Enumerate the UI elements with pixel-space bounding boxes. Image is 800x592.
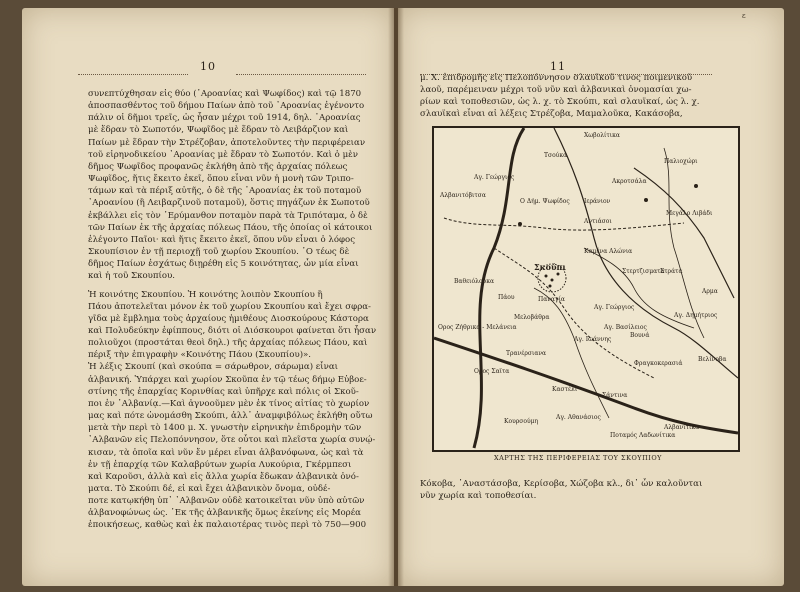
map-label: Παλιοχώρι	[664, 158, 698, 165]
text-line: ποτε κατῳκήθη ὑπ᾽ ᾽Αλβανῶν οὐδὲ κατοικεῖται νῦν ὑπὸ αὐτῶν	[88, 496, 365, 507]
text-line: Ψωφῖδος, ἥτις ἔκειτο ἐκεῖ, ὅπου εἶναι νῦν ἡ μονὴ τῶν Τριπο-	[88, 174, 354, 185]
map-label: Αντιάσοι	[584, 218, 612, 225]
map-label: Μελοβάθρα	[514, 314, 550, 321]
map-label: Αλβανίτικα	[664, 424, 700, 431]
map-label: Μεγάλο Λιβάδι	[666, 210, 713, 217]
text-line: δῆμος Παίων ἐσχάτως διῃρέθη εἰς 5 κοινότητας, ὧν μία εἶναι	[88, 259, 359, 270]
text-line: ἀλβανοφώνως ὡς. ᾽Εκ τῆς ἀλβανικῆς ὅμως ἐκείνης εἰς Μορέα	[88, 508, 361, 519]
map-label: Χωβολίτικα	[584, 132, 620, 139]
text-line: τοῦ εἰρηνοδικείου ᾽Αροανίας μὲ ἕδραν τὸ Σωποτόν. Καὶ ὁ μὲν	[88, 149, 359, 160]
text-line: μας καὶ πότε ὠνομάσθη Σκούπι, ἀλλ᾽ ἀναμφιβόλως ἐκλήθη οὕτω	[88, 411, 373, 422]
map-caption: ΧΑΡΤΗΣ ΤΗΣ ΠΕΡΙΦΕΡΕΙΑΣ ΤΟΥ ΣΚΟΥΠΙΟΥ	[494, 454, 662, 462]
map-label: Καστέλι	[552, 386, 578, 393]
text-line: συνεπτύχθησαν εἰς θύο (᾽Αροανίας καὶ Ψωφίδος) καὶ τῷ 1870	[88, 89, 362, 99]
text-line: Κόκοβα, ᾽Αναστάσοβα, Κερίσοβα, Χώζοβα κλ., δι᾽ ὧν καλοῦνται	[420, 479, 703, 489]
map-label: Ακροτσάλα	[612, 178, 647, 185]
text-line: τῶν Παίων ἐκ τῆς ἀρχαίας πόλεως Πάου, τῆς ὁποίας οἱ κάτοικοι	[88, 222, 373, 233]
map-label: Βαθειόλουκα	[454, 278, 495, 285]
text-line: Σκουπίσιον ἐν τῇ περιοχῇ τοῦ χωρίου Σκουπίου. ᾽Ο τέως δὲ	[88, 247, 350, 258]
text-line: πέριξ τὴν ἐπιγραφὴν «Κοινότης Πάου (Σκουπίου)».	[88, 350, 312, 361]
text-line: ἀλβανική. Ὑπάρχει καὶ χωρίον Σκοῦπα ἐν τῷ τέως δήμῳ Εὐβοε-	[88, 374, 367, 385]
map-label: Αγ. Ιωάννης	[574, 336, 612, 343]
map-label: Αγ. Δημήτριος	[674, 312, 718, 319]
map-figure	[432, 126, 740, 452]
text-line: ἀποσπασθέντος τοῦ δήμου Παίων ἀπὸ τοῦ ᾽Αροανίας ἐγένοντο	[88, 101, 365, 112]
map-label: Σκούπι	[534, 262, 567, 272]
text-line: μ. Χ. ἐπιδρομῆς εἰς Πελοπόννησον σλαυϊκοῦ τινος ποιμενικοῦ	[420, 73, 693, 83]
map-label: Τσούκα	[544, 152, 568, 159]
page-corner-mark: ε	[742, 12, 746, 20]
map-label: Αγ. Αθανάσιος	[556, 414, 601, 421]
map-label: Στερτζισματα	[622, 268, 665, 275]
text-line: λαοῦ, παρέμειναν μέχρι τοῦ νῦν καὶ ἀλβανικαὶ ὀνομασίαι χω-	[420, 85, 692, 96]
map-label: Παναγία	[538, 296, 565, 303]
map-label: Ιεράνιον	[584, 198, 611, 205]
map-label: Αγ. Γεώργιος	[594, 304, 635, 311]
map-label: Κουρσούμη	[504, 418, 539, 425]
map-label: Ποταμός Λαδωνίτικα	[610, 432, 676, 439]
map-label: Ορος Ζήθρικα - Μελάνεια	[438, 324, 517, 331]
text-line: πάλιν οἱ δῆμοι τρεῖς, ὡς ἦσαν μέχρι τοῦ 1914, δηλ. ᾽Αροανίας	[88, 113, 361, 124]
text-line: ᾽Αροανίου (ἢ Λειβαρζινοῦ ποταμοῦ), ὅστις πηγάζων ἐκ Σωποτοῦ	[88, 198, 370, 209]
map-label: Καμένα Αλώνια	[584, 248, 633, 255]
right-page-body-bottom	[420, 478, 736, 502]
text-line: σλαυϊκαὶ εἶναι αἱ λέξεις Στρέζοβα, Μαμαλοῦκα, Κακάσοβα,	[420, 109, 683, 120]
text-line: ἐν τῇ ἐπαρχίᾳ τῶν Καλαβρύτων χωρία Λυκούρια, Γκέρμπεσι	[88, 459, 352, 470]
text-line: ρίων καὶ τοποθεσιῶν, ὡς λ. χ. τὸ Σκούπι, καὶ σλαυϊκαί, ὡς λ. χ.	[420, 97, 700, 108]
text-line: Ἡ λέξις Σκουπί (καὶ σκούπα = σάρωθρον, σάρωμα) εἶναι	[88, 362, 339, 373]
map-label: Αλβανιτόβιτσα	[440, 192, 486, 199]
text-line: ματα. Τὸ Σκούπι δέ, εἰ καὶ ἔχει ἀλβανικὸν ὄνομα, οὐδέ-	[88, 484, 331, 494]
left-page-number: 10	[200, 60, 216, 73]
text-line: στίνης τῆς ἐπαρχίας Κορινθίας καὶ ὑπῆρχε καὶ πόλις οἱ Σκοῦ-	[88, 386, 359, 397]
text-line: καὶ Πολυδεύκην ἐφίππους, διότι οἱ Διόσκουροι φαίνεται ὅτι ἦσαν	[88, 325, 377, 336]
right-page	[398, 8, 784, 586]
text-line: ἐποικήσεως, καθὼς καὶ ἐκ παλαιοτέρας τινὸς περὶ τὸ 750—900	[88, 520, 367, 531]
left-page-body	[88, 88, 378, 532]
map-label: Βουνά	[630, 332, 650, 339]
map-label: Ορος Σαϊτα	[474, 368, 510, 375]
right-page-body-top	[420, 72, 736, 121]
map-label: Στράτα	[660, 268, 683, 275]
text-line: Παίων μὲ ἕδραν τὴν Στρέζοβαν, ἀποτελοῦντες τὴν περιφέρειαν	[88, 137, 366, 148]
map-label: Φραγκοκερασιά	[634, 360, 683, 367]
text-line: νῦν χωρία καὶ τοποθεσίαι.	[420, 491, 537, 502]
text-line: καὶ Καροῦσι, ἀλλὰ καὶ εἰς ἄλλα χωρία ἔδωκαν ἀλβανικὰ ὀνό-	[88, 471, 359, 482]
text-line: ᾽Αλβανῶν εἰς Πελοπόννησον, ὅτε οὗτοι καὶ πλεῖστα χωρία συνῴ-	[88, 435, 376, 446]
text-line: καὶ ἡ τοῦ Σκουπίου.	[88, 271, 176, 282]
map-label: Ο Δήμ. Ψωφίδος	[520, 198, 570, 205]
map-label: Βελίνοβα	[698, 356, 727, 363]
text-line: μὲ ἕδραν τὸ Σωποτόν, Ψωφῖδος μὲ ἕδραν τὸ Λειβάρζιον καὶ	[88, 125, 349, 136]
map-label: Αρμα	[702, 288, 718, 295]
text-line: πολιοῦχοι (προστάται θεοὶ δηλ.) τῆς ἀρχαίας πόλεως Πάου, καὶ	[88, 338, 368, 349]
text-line: Ἡ κοινότης Σκουπίου. Ἡ κοινότης λοιπὸν Σκουπίου ἢ	[88, 289, 323, 300]
text-line: Πάου ἀποτελεῖται μόνον ἐκ τοῦ χωρίου Σκουπίου καὶ ἔχει σφρα-	[88, 301, 371, 312]
header-rule	[78, 74, 188, 75]
text-line: ἐλέγοντο Παῖοι· καὶ ἥτις ἔκειτο ἐκεῖ, ὅπου νῦν εἶναι ὁ λόφος	[88, 234, 356, 245]
text-line: μετὰ τὴν περὶ τὸ 1400 μ. Χ. γνωστὴν εἰρηνικὴν ἐπιδρομὴν τῶν	[88, 423, 362, 434]
map-label: Αγ. Γεώργιος	[474, 174, 515, 181]
right-page-number: 11	[550, 60, 566, 73]
left-page	[22, 8, 394, 586]
text-line: δῆμος Ψωφῖδος προφανῶς ἐκλήθη ἀπὸ τῆς ἀρχαίας πόλεως	[88, 161, 348, 172]
text-line: τάμων καὶ τὰ πέριξ αὐτῆς, ὁ δὲ τῆς ᾽Αροανίας ἐκ τοῦ ποταμοῦ	[88, 186, 362, 197]
text-line: κισαν, τὰ ὁποῖα καὶ νῦν ἔν μέρει εἶναι ἀλβανόφωνα, ὡς καὶ τὰ	[88, 447, 364, 458]
header-rule	[236, 74, 366, 75]
map-label: Πάου	[498, 294, 515, 301]
text-line: ποι ἐν ᾽Αλβανίᾳ.—Καὶ ἀγνοοῦμεν μὲν ἐκ τίνος αἰτίας τὸ χωρίον	[88, 398, 370, 409]
text-line: γῖδα μὲ ἔμβλημα τοὺς ἀρχαίους ἡμιθέους Διοσκούρους Κάστορα	[88, 313, 369, 324]
book-gutter	[388, 8, 404, 586]
map-label: Τρανέρσιανα	[506, 350, 547, 357]
map-label: Αγ. Βασίλειος	[604, 324, 647, 331]
map-label: Σάντινα	[602, 392, 628, 399]
text-line: ἐκβάλλει εἰς τὸν ᾽Ερύμανθον ποταμὸν παρὰ τὰ Τριπόταμα, ὁ δὲ	[88, 210, 368, 221]
